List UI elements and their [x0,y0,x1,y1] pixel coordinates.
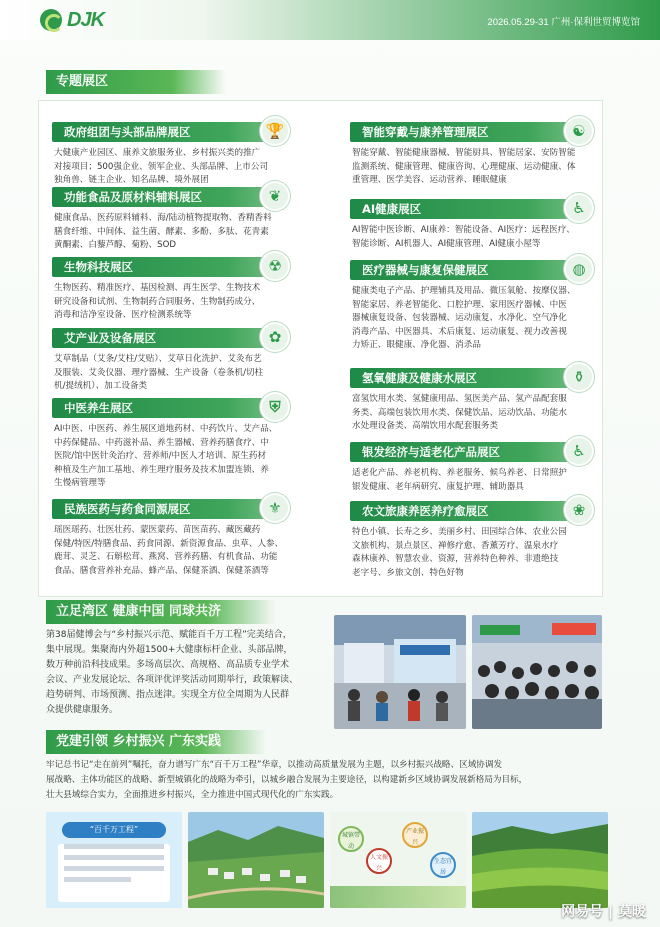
poster-title: “百千万工程” [62,822,166,838]
zone-ethnic-medicine [52,499,286,578]
zone-title: 艾产业及设备展区 ✿ [52,328,286,348]
zone-description: AI中医、中医药、养生展区道地药材、中药饮片、艾产品、 中药保健品、中药滋补品、养生器械、营养药膳食疗、中 医院/馆中医针灸治疗、营养师/中医人才培训、原生药材 种植及生产加工基地、养生理疗服务及技术加盟连锁、养 生慢病管理等 [54,424,278,489]
zone-description: 智能穿戴、智能健康器械、智能厨具、智能居家、安防智能 监测系统、健康管理、健康咨询、心理健康、运动健康、体 重管理、医学美容、运动营养、睡眠健康 [352,148,576,186]
zone-title: 农文旅康养医养疗愈展区 ❀ [350,501,590,521]
zone-gov-brands [52,122,286,188]
accessibility-icon: ♿ [564,436,594,466]
section-title-party-building: 党建引领 乡村振兴 广东实践 [46,730,266,754]
section3-paragraph: 牢记总书记“走在前列”嘱托，奋力谱写广东“百千万工程”华章，以推动高质量发展为主题，以乡村振兴战略、区域协调发 展战略、主体功能区的战略、新型城镇化的战略为牵引，以城乡融合发展为主要途径，以构建新乡区域协调发展新格局为目标， 壮大县域综合实力，全面推进乡村振兴，全力推进中国式现代化的广东实践。 [46,760,528,800]
zone-title: 民族医药与药食同源展区 ⚜ [52,499,286,519]
zone-medical-devices [350,260,590,353]
logo-text: DJK [67,8,105,31]
meditation-icon: ☯ [564,116,594,146]
zone-smart-wear [350,122,590,188]
zone-title: 中医养生展区 ⛨ [52,398,286,418]
label-bubble-4: 生态宜居 [430,852,456,878]
trophy-icon: 🏆 [260,116,290,146]
zone-title: 氢氧健康及健康水展区 ⚱ [350,368,590,388]
label-bubble-2: 产业振兴 [402,822,428,848]
zone-title: 智能穿戴与康养管理展区 ☯ [350,122,590,142]
zone-description: 生物医药、精准医疗、基因检测、再生医学、生物技术 研究设备和试剂、生物制药合同服务、生物制药成分、 消毒和洁净室设备、医疗检测系统等 [54,283,261,321]
zone-agri-tourism [350,501,590,580]
policy-poster-thumbnail [46,812,182,908]
label-bubble-3: 人文振兴 [366,848,392,874]
zone-description: 瑶医瑶药、壮医壮药、蒙医蒙药、苗医苗药、藏医藏药 保健/特医/特膳食品、药食同源、新资源食品、虫草、人参、 鹿茸、灵芝、石斛松茸、燕窝、营养药膳、有机食品、功能 食品、膳食营养补充品、蜂产品、保健茶酒、保健茶酒等 [54,525,284,576]
expo-hall-illustration [334,615,466,729]
fields-illustration [472,812,608,908]
mugwort-icon: ✿ [260,322,290,352]
terraced-fields-thumbnail [472,812,608,908]
zone-title: 生物科技展区 ☢ [52,257,286,277]
expo-hall-photo [334,615,466,729]
zone-hydrogen-water [350,368,590,434]
event-date-venue: 2026.05.29-31 广州·保利世贸博览馆 [487,17,640,28]
header-bar [0,0,660,40]
zone-title: AI健康展区 ♿ [350,199,590,219]
zone-mugwort [52,328,286,394]
zone-functional-food [52,187,286,253]
bottle-icon: ⚱ [564,362,594,392]
zone-description: AI智能中医诊断、AI康养：智能设备、AI医疗：远程医疗、 智能诊断、AI机器人、AI健康管理、AI健康小屋等 [352,225,575,249]
village-illustration [330,886,466,908]
section-title-bay-area: 立足湾区 健康中国 同球共济 [46,600,276,624]
shield-herb-icon: ⛨ [260,392,290,422]
zone-title: 功能食品及原材料辅料展区 ❦ [52,187,286,207]
zone-tcm [52,398,286,491]
village-aerial-thumbnail [188,812,324,908]
crowd-photo [472,615,602,729]
section2-paragraph: 第38届健博会与“乡村振兴示范、赋能百千万工程”完美结合， 集中展现。集聚海内外超1500+大健康标杆企业、头部品牌， 数万种前沿科技成果。多场高层次、高规格、高品质专业学术 会议、产业发展论坛、各项评优评奖活动同期举行，政策解读、 趋势研判、市场预测、指点迷津。实现全方位全周期为人民群 众提供健康服务。 [46,630,299,715]
djk-logo [40,8,116,32]
globe-icon: ◍ [564,254,594,284]
rural-revitalization-thumbnail [330,812,466,908]
zone-description: 健康类电子产品、护理辅具及用品、微压氧舱、按摩仪器、 智能家居、养老智能化、口腔护理、家用医疗器械、中医 器械康复设备、包装器械、运动康复、水净化、空气净化 消毒产品、中医器具、术后康复、运动康复、视力改善视 力矫正、眼健康、净化器、消杀品 [352,286,576,351]
logo-mark-icon [40,9,62,31]
zone-biotech [52,257,286,323]
fleur-icon: ⚜ [260,493,290,523]
zone-description: 特色小镇、长寿之乡、美丽乡村、田园综合体、农业公园 文旅机构、景点景区、禅修疗愈、香薰芳疗、温泉水疗 森林康养、智慧农业、资源，营养特色种养、非遗绝技 老字号、乡旅文创、特色好物 [352,527,567,578]
zone-ai-health [350,199,590,251]
leaf-icon: ❦ [260,181,290,211]
crowd-illustration [472,615,602,729]
zone-silver-economy [350,442,590,494]
village-aerial-illustration [188,812,324,908]
section-title-themes: 专题展区 [46,70,226,94]
watermark: 网易号 | 莫暖 [561,904,646,920]
label-bubble-1: 城镇带动 [338,826,364,852]
zone-description: 适老化产品、养老机构、养老服务、候鸟养老、日常照护 银发健康、老年病研究、康复护理、辅助器具 [352,468,567,492]
zone-title: 银发经济与适老化产品展区 ♿ [350,442,590,462]
sprout-icon: ❀ [564,495,594,525]
zone-description: 大健康产业园区、康养文旅服务业、乡村振兴类的推广 对接项目；500强企业、领军企业、头部品牌、上市公司 独角兽、链主企业、知名品牌、境外展团 [54,148,269,186]
biohazard-icon: ☢ [260,251,290,281]
zone-description: 富氢饮用水类、氢健康用品、氢医美产品、氢产品配套服 务类、高端包装饮用水类、保健饮品、运动饮品、功能水 水处理设备类、高端饮用水配套服务类 [352,394,567,432]
wheelchair-icon: ♿ [564,193,594,223]
zone-title: 医疗器械与康复保健展区 ◍ [350,260,590,280]
zone-title: 政府组团与头部品牌展区 🏆 [52,122,286,142]
zone-description: 健康食品、医药原料辅料、海/陆动植物提取物、香精香料 膳食纤维、中间体、益生菌、酵素、多酚、多肽、花青素 黄酮素、白藜芦醇、菊粉、SOD [54,213,272,251]
zone-description: 艾草制品（艾条/艾柱/艾贴）、艾草日化洗护、艾灸布艺 及服装、艾灸仪器、理疗器械、生产设备（卷条机/切柱 机/提绒机）、加工设备类 [54,354,264,392]
poster-body [58,844,170,902]
